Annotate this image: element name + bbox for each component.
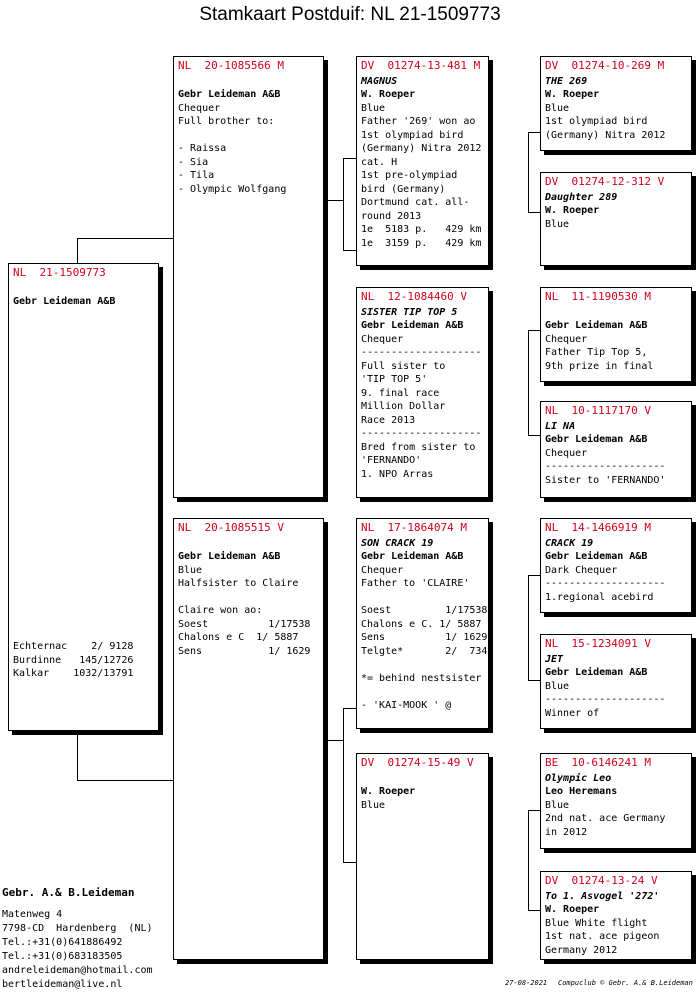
card-line: Blue xyxy=(361,102,386,114)
card-line: Claire won ao: xyxy=(178,605,263,616)
pigeon-card-father-father xyxy=(356,56,489,266)
card-line: - Raissa xyxy=(178,143,227,154)
card-line: 'FERNANDO' xyxy=(361,455,422,466)
card-line: Blue xyxy=(545,218,570,230)
card-line: To 1. Asvogel '272' xyxy=(545,890,660,902)
card-line: Blue xyxy=(361,799,386,811)
connector xyxy=(528,330,540,331)
card-line: Gebr Leideman A&B xyxy=(361,551,464,562)
connector xyxy=(343,158,344,250)
ring-number: NL 20-1085515 V xyxy=(178,521,284,534)
card-line: Gebr Leideman A&B xyxy=(178,89,281,100)
card-line xyxy=(545,306,687,320)
ring-number: DV 01274-10-269 M xyxy=(545,59,665,72)
card-line: Father '269' won ao xyxy=(361,116,476,127)
connector xyxy=(528,810,540,811)
pigeon-card-ffm xyxy=(540,172,692,266)
race-result: Burdinne 145/12726 xyxy=(13,654,134,666)
card-line: bird (Germany) xyxy=(361,183,446,195)
ring-number: DV 01274-12-312 V xyxy=(545,175,665,188)
pigeon-card-father-mother xyxy=(356,287,489,498)
connector xyxy=(77,238,174,239)
card-line: - Olympic Wolfgang xyxy=(178,183,287,195)
card-line: Gebr Leideman A&B xyxy=(545,667,648,678)
connector xyxy=(528,575,540,576)
card-line: 'TIP TOP 5' xyxy=(361,374,428,385)
card-line: Race 2013 xyxy=(361,414,416,426)
ring-number: NL 14-1466919 M xyxy=(545,521,651,534)
card-line: Blue xyxy=(545,680,570,692)
pigeon-card-main xyxy=(8,263,159,731)
card-line: Soest 1/17538 xyxy=(361,605,488,616)
card-line: Chequer xyxy=(545,333,588,345)
card-line xyxy=(361,658,484,672)
connector xyxy=(528,435,540,436)
card-line: 1st olympiad bird xyxy=(545,116,648,127)
card-line: - 'KAI-MOOK ' @ xyxy=(361,699,452,711)
card-line: cat. H xyxy=(361,156,398,168)
card-line: MAGNUS xyxy=(361,75,398,87)
card-line: 1st olympiad bird xyxy=(361,129,464,141)
connector xyxy=(528,212,540,213)
card-line: Father Tip Top 5, xyxy=(545,347,648,358)
card-line: W. Roeper xyxy=(545,89,600,100)
pigeon-card-fmm xyxy=(540,401,692,498)
card-line: W. Roeper xyxy=(545,904,600,915)
card-line: -------------------- xyxy=(545,461,666,472)
card-line xyxy=(178,591,319,605)
card-line: 9. final race xyxy=(361,387,440,399)
card-line: Blue White flight xyxy=(545,917,648,929)
card-line xyxy=(361,591,484,605)
credit-line: Compuclub © Gebr. A.& B.Leideman xyxy=(558,979,693,987)
card-line: 1st pre-olympiad xyxy=(361,170,458,181)
pigeon-card-mff xyxy=(540,518,692,613)
card-line: JET xyxy=(545,653,564,665)
card-line: Chequer xyxy=(178,102,221,114)
card-line: Germany 2012 xyxy=(545,944,618,956)
ring-number: NL 21-1509773 xyxy=(13,266,106,279)
connector xyxy=(528,132,540,133)
card-line: W. Roeper xyxy=(545,205,600,216)
card-line: - Sia xyxy=(178,156,209,168)
card-line: W. Roeper xyxy=(361,786,416,797)
pigeon-card-mother-father xyxy=(356,518,489,729)
connector xyxy=(77,731,78,781)
ring-number: NL 17-1864074 M xyxy=(361,521,467,534)
owner-phone-1: Tel.:+31(0)641886492 xyxy=(2,937,123,948)
card-line xyxy=(361,685,484,699)
race-results xyxy=(13,640,133,681)
card-line: (Germany) Nitra 2012 xyxy=(361,143,482,154)
card-line: Chequer xyxy=(545,447,588,459)
ring-number: NL 11-1190530 M xyxy=(545,290,651,303)
card-line: Chequer xyxy=(361,564,404,576)
card-line: Olympic Leo xyxy=(545,772,612,784)
card-line: Gebr Leideman A&B xyxy=(545,551,648,562)
card-line: W. Roeper xyxy=(361,89,416,100)
card-line: 9th prize in final xyxy=(545,360,654,372)
card-line: Chalons e C 1/ 5887 xyxy=(178,632,299,643)
owner-address-1: Matenweg 4 xyxy=(2,909,63,920)
connector xyxy=(343,708,357,709)
card-line: Sister to 'FERNANDO' xyxy=(545,474,666,486)
card-line: LI NA xyxy=(545,420,576,432)
card-line: (Germany) Nitra 2012 xyxy=(545,129,666,141)
card-line: Million Dollar xyxy=(361,401,446,412)
card-line: 1st nat. ace pigeon xyxy=(545,931,660,942)
owner-name: Gebr. A.& B.Leideman xyxy=(2,886,135,899)
card-line: Gebr Leideman A&B xyxy=(13,296,116,307)
card-line xyxy=(178,129,319,143)
ring-number: NL 20-1085566 M xyxy=(178,59,284,72)
card-line: Daughter 289 xyxy=(545,191,618,203)
connector xyxy=(528,910,540,911)
connector xyxy=(77,780,174,781)
ring-number: NL 10-1117170 V xyxy=(545,404,651,417)
page-title: Stamkaart Postduif: NL 21-1509773 xyxy=(199,4,501,25)
connector xyxy=(528,132,529,212)
card-line: Full sister to xyxy=(361,360,446,372)
connector xyxy=(528,330,529,435)
connector xyxy=(343,158,357,159)
print-date: 27-08-2021 xyxy=(505,979,548,987)
card-line: Father to 'CLAIRE' xyxy=(361,578,470,589)
connector xyxy=(343,708,344,863)
card-line: Bred from sister to xyxy=(361,441,476,453)
card-line xyxy=(178,75,319,89)
card-line: Leo Heremans xyxy=(545,786,618,797)
card-line: Dark Chequer xyxy=(545,564,618,576)
owner-phone-2: Tel.:+31(0)683183505 xyxy=(2,951,123,962)
card-line xyxy=(178,537,319,551)
card-line: THE 269 xyxy=(545,75,588,87)
pigeon-card-father xyxy=(173,56,324,498)
card-line: Sens 1/ 1629 xyxy=(178,645,311,657)
connector xyxy=(343,250,357,251)
card-line: -------------------- xyxy=(361,347,482,358)
card-line: SISTER TIP TOP 5 xyxy=(361,306,458,318)
card-line: -------------------- xyxy=(361,428,482,439)
card-line: -------------------- xyxy=(545,578,666,589)
connector xyxy=(328,200,344,201)
card-line: Chequer xyxy=(361,333,404,345)
connector xyxy=(77,238,78,264)
card-line: 2nd nat. ace Germany xyxy=(545,813,666,824)
ring-number: DV 01274-15-49 V xyxy=(361,756,474,769)
pigeon-card-mmf xyxy=(540,753,692,849)
card-line: Full brother to: xyxy=(178,116,275,127)
card-line: Telgte* 2/ 734 xyxy=(361,645,488,657)
card-line: Gebr Leideman A&B xyxy=(361,320,464,331)
pigeon-card-mmm xyxy=(540,871,692,960)
card-line: 1e 3159 p. 429 km xyxy=(361,237,482,249)
owner-email-1: andreleideman@hotmail.com xyxy=(2,965,153,976)
connector xyxy=(528,810,529,910)
connector xyxy=(528,680,540,681)
connector xyxy=(328,740,344,741)
card-line: Soest 1/17538 xyxy=(178,618,311,630)
card-line: Chalons e C. 1/ 5887 xyxy=(361,618,482,630)
ring-number: NL 15-1234091 V xyxy=(545,637,651,650)
card-line: Blue xyxy=(545,102,570,114)
card-line xyxy=(361,772,484,786)
card-line: 1.regional acebird xyxy=(545,591,654,603)
card-line: Blue xyxy=(545,799,570,811)
card-line: Gebr Leideman A&B xyxy=(178,551,281,562)
card-line: Halfsister to Claire xyxy=(178,578,299,589)
card-line xyxy=(13,282,154,296)
race-result: Kalkar 1032/13791 xyxy=(13,668,134,679)
card-line: Gebr Leideman A&B xyxy=(545,320,648,331)
card-line: Gebr Leideman A&B xyxy=(545,434,648,445)
card-line: -------------------- xyxy=(545,694,666,705)
card-line: *= behind nestsister xyxy=(361,672,482,684)
pigeon-card-fmf xyxy=(540,287,692,382)
ring-number: DV 01274-13-481 M xyxy=(361,59,481,72)
card-line: Winner of xyxy=(545,707,600,719)
owner-email-2: bertleideman@live.nl xyxy=(2,979,123,990)
connector xyxy=(528,575,529,680)
card-line: - Tila xyxy=(178,170,215,181)
card-line: Blue xyxy=(178,564,203,576)
ring-number: NL 12-1084460 V xyxy=(361,290,467,303)
ring-number: BE 10-6146241 M xyxy=(545,756,651,769)
card-line: SON CRACK 19 xyxy=(361,537,434,549)
pigeon-card-fff xyxy=(540,56,692,151)
card-line: Sens 1/ 1629 xyxy=(361,632,488,643)
owner-address-2: 7798-CD Hardenberg (NL) xyxy=(2,923,153,934)
connector xyxy=(343,862,357,863)
card-line: CRACK 19 xyxy=(545,537,594,549)
pigeon-card-mfm xyxy=(540,634,692,729)
card-line: in 2012 xyxy=(545,826,588,838)
pigeon-card-mother xyxy=(173,518,324,960)
card-line: round 2013 xyxy=(361,210,422,222)
race-result: Echternac 2/ 9128 xyxy=(13,641,134,652)
card-line: 1e 5183 p. 429 km xyxy=(361,224,482,235)
ring-number: DV 01274-13-24 V xyxy=(545,874,658,887)
card-line: 1. NPO Arras xyxy=(361,468,434,480)
card-line: Dortmund cat. all- xyxy=(361,197,470,208)
pigeon-card-mother-mother xyxy=(356,753,489,960)
